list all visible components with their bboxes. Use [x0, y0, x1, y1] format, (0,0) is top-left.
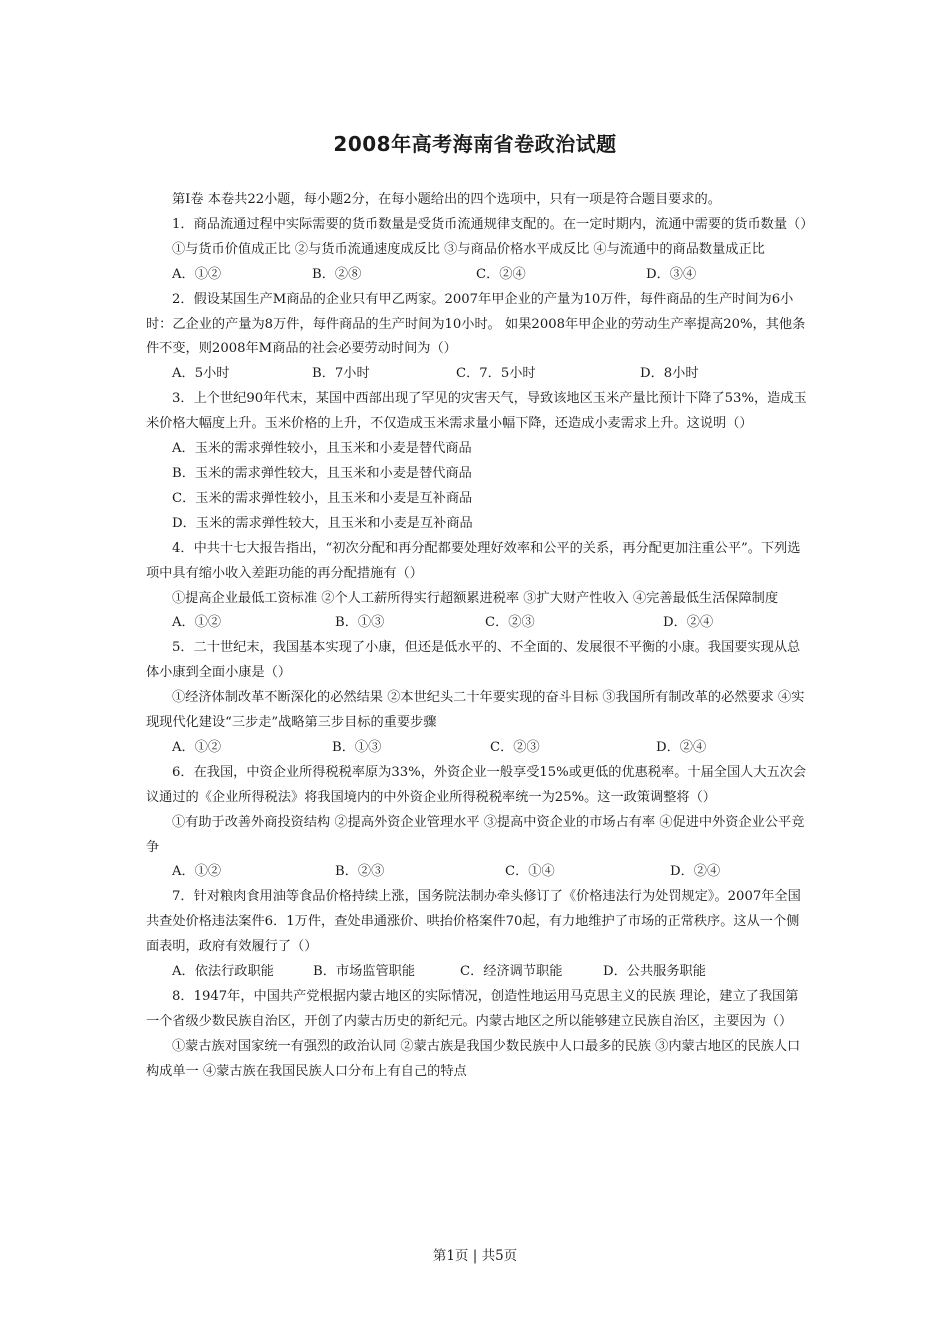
- question-1-statements: ①与货币价值成正比 ②与货币流通速度成反比 ③与商品价格水平成反比 ④与流通中的商品数量成正比: [172, 241, 765, 257]
- option-c: C．②④: [476, 266, 526, 282]
- question-6-stem: 6．在我国，中资企业所得税税率原为33%，外资企业一般享受15%或更低的优惠税率。十届全国人大五次会议通过的《企业所得税法》将我国境内的中外资企业所得税税率统一为25%。这一政策调整将（）: [146, 764, 807, 805]
- option-c: C．7．5小时: [456, 366, 536, 382]
- question-4-stem: 4．中共十七大报告指出，“初次分配和再分配都要处理好效率和公平的关系，再分配更加注重公平”。下列选项中具有缩小收入差距功能的再分配措施有（）: [146, 540, 801, 581]
- question-3-choice-c: C．玉米的需求弹性较小，且玉米和小麦是互补商品: [172, 490, 473, 506]
- page-title: 2008年高考海南省卷政治试题: [333, 132, 617, 156]
- question-body: [146, 188, 814, 1085]
- section-intro: 第Ⅰ卷 本卷共22小题，每小题2分，在每小题给出的四个选项中，只有一项是符合题目要求的。: [172, 192, 721, 207]
- question-6-statements: ①有助于改善外商投资结构 ②提高外资企业管理水平 ③提高中资企业的市场占有率 ④促进中外资企业公平竞争: [146, 814, 805, 855]
- option-c: C．②③: [490, 739, 540, 755]
- option-b: B．①③: [335, 615, 385, 631]
- option-d: D．③④: [646, 266, 697, 282]
- question-1-options: [146, 263, 810, 288]
- question-4-statements: ①提高企业最低工资标准 ②个人工薪所得实行超额累进税率 ③扩大财产性收入 ④完善最低生活保障制度: [172, 590, 779, 606]
- page-footer: 第1页 | 共5页: [432, 1248, 518, 1264]
- option-c: C．经济调节职能: [460, 964, 563, 980]
- question-5-options: [146, 736, 810, 761]
- option-c: C．①④: [505, 864, 555, 880]
- option-a: A．5小时: [172, 366, 230, 382]
- option-a: A．依法行政职能: [172, 964, 274, 980]
- question-7-options: [146, 960, 810, 985]
- option-b: B．①③: [332, 739, 382, 755]
- question-5-statements: ①经济体制改革不断深化的必然结果 ②本世纪头二十年要实现的奋斗目标 ③我国所有制改革的必然要求 ④实现现代化建设“三步走”战略第三步目标的重要步骤: [146, 690, 805, 731]
- option-d: D．公共服务职能: [603, 964, 706, 980]
- question-3-choice-b: B．玉米的需求弹性较大，且玉米和小麦是替代商品: [172, 465, 472, 481]
- question-8-statements: ①蒙古族对国家统一有强烈的政治认同 ②蒙古族是我国少数民族中人口最多的民族 ③内蒙古地区的民族人口构成单一 ④蒙古族在我国民族人口分布上有自己的特点: [146, 1038, 801, 1079]
- question-2-options: [146, 362, 810, 387]
- option-c: C．②③: [485, 615, 535, 631]
- question-2-stem: 2．假设某国生产M商品的企业只有甲乙两家。2007年甲企业的产量为10万件，每件商品的生产时间为6小时：乙企业的产量为8万件，每件商品的生产时间为10小时。 如果2008年甲企业的劳动生产率提高20%，其他条件不变，则2008年M商品的社会必要劳动时间为（）: [146, 291, 806, 357]
- question-3-choice-d: D．玉米的需求弹性较大，且玉米和小麦是互补商品: [172, 515, 473, 531]
- option-d: D．②④: [656, 739, 707, 755]
- option-b: B．市场监管职能: [313, 964, 416, 980]
- option-a: A．①②: [172, 615, 222, 631]
- option-d: D．②④: [663, 615, 714, 631]
- option-a: A．①②: [172, 266, 222, 282]
- question-5-stem: 5．二十世纪末，我国基本实现了小康，但还是低水平的、不全面的、发展很不平衡的小康。我国要实现从总体小康到全面小康是（）: [146, 640, 801, 681]
- question-7-stem: 7．针对粮肉食用油等食品价格持续上涨，国务院法制办牵头修订了《价格违法行为处罚规定》。2007年全国共查处价格违法案件6．1万件，查处串通涨价、哄抬价格案件70起，有力地维护了市场的正常秩序。这从一个侧面表明，政府有效履行了（）: [146, 889, 801, 955]
- option-a: A．①②: [172, 739, 222, 755]
- option-d: D．②④: [670, 864, 721, 880]
- question-1-stem: 1．商品流通过程中实际需要的货币数量是受货币流通规律支配的。在一定时期内，流通中需要的货币数量（）: [172, 216, 814, 232]
- option-b: B．②③: [335, 864, 385, 880]
- option-a: A．①②: [172, 864, 222, 880]
- question-3-stem: 3．上个世纪90年代末，某国中西部出现了罕见的灾害天气，导致该地区玉米产量比预计下降了53%，造成玉米价格大幅度上升。玉米价格的上升，不仅造成玉米需求量小幅下降，还造成小麦需求上升。这说明（）: [146, 391, 807, 432]
- option-d: D．8小时: [640, 366, 699, 382]
- question-8-stem: 8．1947年，中国共产党根据内蒙古地区的实际情况，创造性地运用马克思主义的民族 理论，建立了我国第一个省级少数民族自治区，开创了内蒙古历史的新纪元。内蒙古地区之所以能够建立民族自治区，主要因为（）: [146, 989, 799, 1029]
- option-b: B．7小时: [312, 366, 370, 382]
- question-6-options: [146, 860, 810, 885]
- question-4-options: [146, 611, 810, 636]
- question-3-choice-a: A．玉米的需求弹性较小，且玉米和小麦是替代商品: [172, 441, 472, 457]
- option-b: B．②⑧: [312, 266, 362, 282]
